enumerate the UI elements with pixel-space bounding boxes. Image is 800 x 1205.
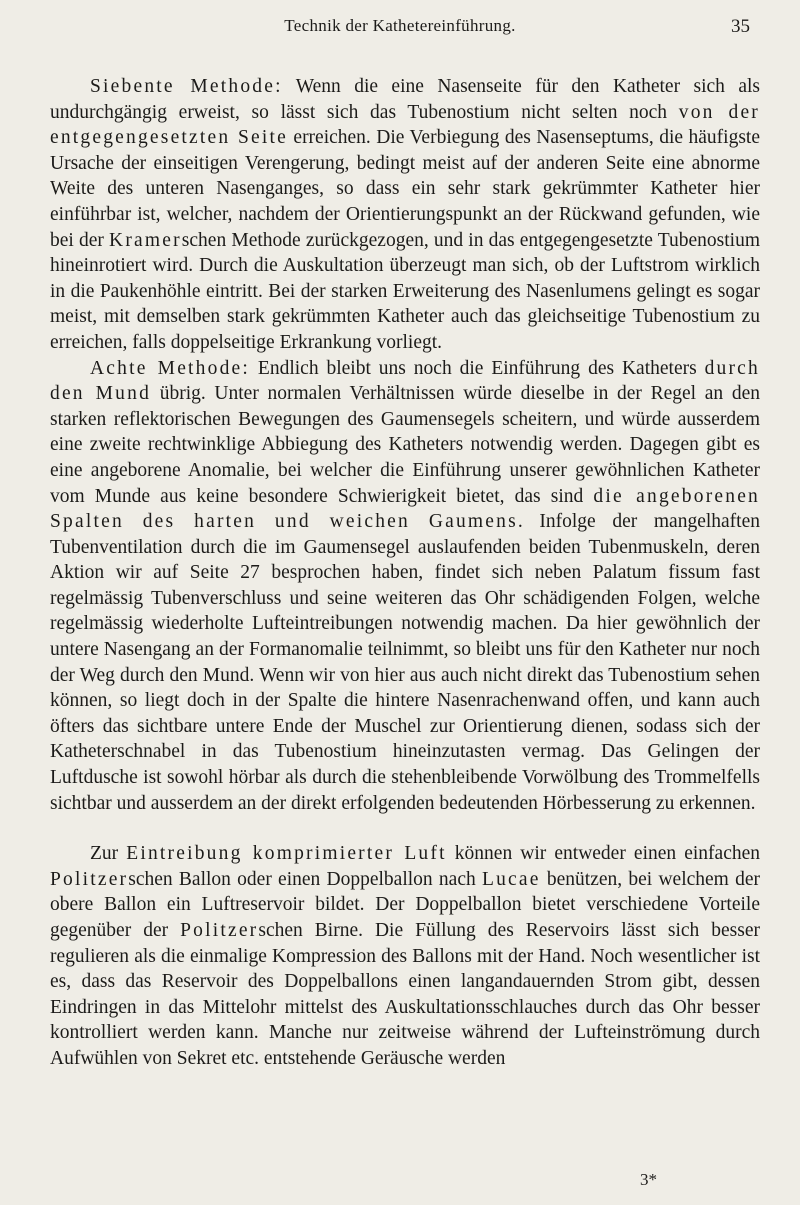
running-title: Technik der Kathetereinführung.: [284, 16, 516, 35]
paragraph-text: erreichen. Die Verbiegung des Nasenseptums, die häufigste Ursache der einseitigen Verengerung, bedingt meist auf der anderen Seite eine abnorme Weite des unteren Nasenganges, so dass ein sehr stark gekrümmter Katheter hier einführbar ist, welcher, nachdem der Orientierungspunkt an der Rückwand gefunden, wie bei der: [50, 127, 760, 251]
paragraph-text: können wir entweder einen einfachen: [446, 843, 761, 865]
page-number: 35: [731, 16, 750, 37]
method-heading: Achte Methode:: [90, 357, 251, 379]
running-head: [50, 16, 750, 42]
body-text: [50, 74, 760, 1072]
paragraph-text: übrig. Unter normalen Verhältnissen würde dieselbe in der Regel an den starken reflektorischen Bewegungen des Gaumensegels scheitern, und würde ausserdem eine zweite rechtwinklige Abbiegung des Katheters notwendig werden. Dagegen gibt es eine angeborene Anomalie, bei welcher die Einführung unserer gewöhnlichen Katheter vom Munde aus keine besondere Schwierigkeit bietet, das sind: [50, 383, 761, 507]
paragraph-text: schen Birne. Die Füllung des Reservoirs lässt sich besser regulieren als die einmalige Kompression des Ballons mit der Hand. Noch wesentlicher ist es, dass das Reservoir des Doppelballons einen langandauernden Strom gibt, dessen Eindringen in das Mittelohr mittelst des Auskultationsschlauches durch das Ohr besser kontrolliert werden kann. Manche nur zeitweise während der Lufteinströmung durch Aufwühlen von Sekret etc. entstehende Geräusche werden: [50, 920, 760, 1069]
paragraph-text: Zur: [90, 843, 127, 865]
emphasis-text: durch den Mund: [50, 357, 760, 405]
paragraph-text: schen Methode zurückgezogen, und in das entgegengesetzte Tubenostium hineinrotiert wird. Durch die Auskultation überzeugt man sich, ob der Luftstrom wirklich in die Paukenhöhle eintritt. Bei der starken Erweiterung des Nasenlumens gelingt es sogar meist, mit demselben stark gekrümmten Katheter auch das gleichseitige Tubenostium zu erreichen, falls doppelseitige Erkrankung vorliegt.: [50, 229, 760, 353]
paragraph-text: Endlich bleibt uns noch die Einführung des Katheters: [250, 357, 705, 379]
author-name: Politzer: [50, 868, 129, 890]
paragraph-text: schen Ballon oder einen Doppelballon nach: [128, 868, 482, 890]
signature-mark: 3*: [640, 1170, 657, 1189]
paragraph-text: Wenn die eine Nasenseite für den Katheter sich als undurchgängig erweist, so lässt sich das Tubenostium nicht selten noch: [50, 76, 760, 123]
paragraph-seventh-method: [50, 74, 760, 356]
emphasis-text: Eintreibung komprimierter Luft: [126, 843, 447, 865]
paragraph-text: benützen, bei welchem der obere Ballon ein Luftreservoir bildet. Der Doppelballon bietet verschiedene Vorteile gegenüber der: [50, 868, 760, 941]
author-name: Kramer: [109, 229, 182, 251]
paragraph-text: . Infolge der mangelhaften Tubenventilation durch die im Gaumensegel auslaufenden beiden Tubenmuskeln, deren Aktion wir auf Seite 27 besprochen haben, findet sich neben Palatum fissum fast regelmässig Tubenverschluss und seine weiteren das Ohr schädigenden Folgen, welche regelmässig wiederholte Lufteintreibungen notwendig machen. Da hier gewöhnlich der untere Nasengang an der Formanomalie teilnimmt, so bleibt uns für den Katheter nur noch der Weg durch den Mund. Wenn wir von hier aus auch nicht direkt das Tubenostium sehen können, so liegt doch in der Spalte die hintere Nasenrachenwand offen, und kann auch öfters das sichtbare untere Ende der Muschel zur Orientierung dienen, sodass sich der Katheterschnabel in das Tubenostium hineinzutasten vermag. Das Gelingen der Luftdusche ist sowohl hörbar als durch die stehenbleibende Vorwölbung des Trommelfells sichtbar und ausserdem an der direkt erfolgenden bedeutenden Hörbesserung zu erkennen.: [50, 511, 760, 814]
method-heading: Siebente Methode:: [90, 76, 283, 97]
author-name: Lucae: [481, 868, 541, 890]
paragraph-air-injection: [50, 841, 760, 1071]
paragraph-eighth-method: [50, 356, 760, 817]
author-name: Politzer: [180, 920, 259, 941]
emphasis-text: von der entgegengesetzten Seite: [50, 101, 760, 149]
emphasis-text: die angeborenen Spalten des harten und weichen Gaumens: [50, 485, 760, 533]
